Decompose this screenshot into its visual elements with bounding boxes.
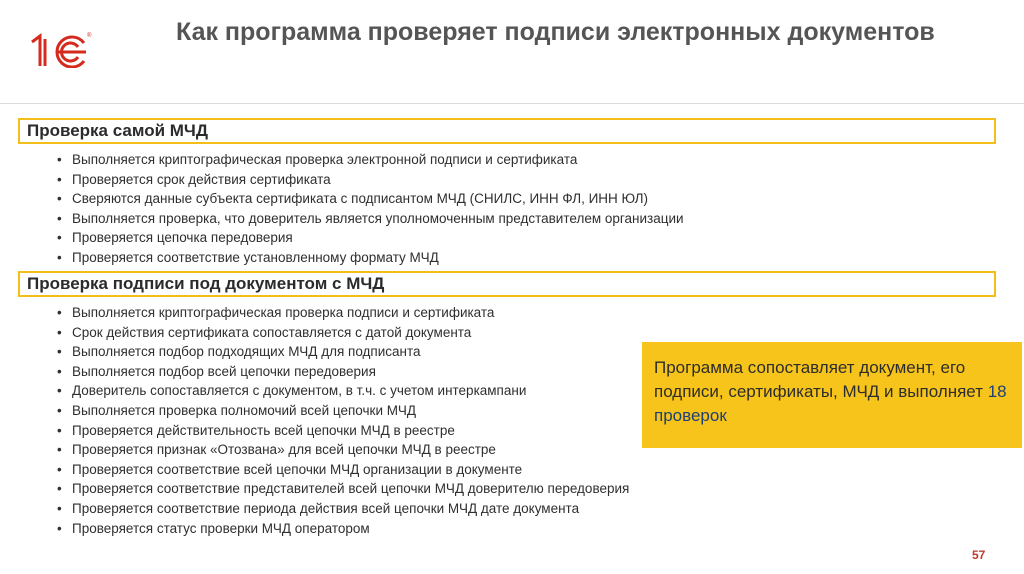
list-item: • Проверяется цепочка передоверия: [60, 228, 684, 248]
list-item: • Проверяется соответствие установленному формату МЧД: [60, 248, 684, 268]
list-item: • Выполняется проверка, что доверитель является уполномоченным представителем организации: [60, 209, 684, 229]
list-item: • Выполняется криптографическая проверка электронной подписи и сертификата: [60, 150, 684, 170]
list-item: • Доверитель сопоставляется с документом, в т.ч. с учетом интеркампани: [60, 381, 629, 401]
callout-text: Программа сопоставляет документ, его подписи, сертификаты, МЧД и выполняет: [654, 358, 983, 401]
section-heading-mcd-check: Проверка самой МЧД: [18, 118, 996, 144]
list-item: • Сверяются данные субъекта сертификата с подписантом МЧД (СНИЛС, ИНН ФЛ, ИНН ЮЛ): [60, 189, 684, 209]
document-signature-check-list: [60, 303, 629, 538]
list-item: • Проверяется соответствие периода действия всей цепочки МЧД дате документа: [60, 499, 629, 519]
list-item: • Выполняется подбор всей цепочки передоверия: [60, 362, 629, 382]
1c-logo: [26, 28, 96, 68]
list-item: • Выполняется подбор подходящих МЧД для подписанта: [60, 342, 629, 362]
list-item: • Проверяется признак «Отозвана» для всей цепочки МЧД в реестре: [60, 440, 629, 460]
list-item: • Проверяется срок действия сертификата: [60, 170, 684, 190]
list-item: • Проверяется соответствие представителей всей цепочки МЧД доверителю передоверия: [60, 479, 629, 499]
list-item: • Выполняется проверка полномочий всей цепочки МЧД: [60, 401, 629, 421]
list-item: • Проверяется действительность всей цепочки МЧД в реестре: [60, 421, 629, 441]
page-title: Как программа проверяет подписи электронных документов: [176, 18, 935, 46]
section-heading-document-signature-check: Проверка подписи под документом с МЧД: [18, 271, 996, 297]
list-item: • Проверяется соответствие всей цепочки МЧД организации в документе: [60, 460, 629, 480]
list-item: • Выполняется криптографическая проверка подписи и сертификата: [60, 303, 629, 323]
list-item: • Срок действия сертификата сопоставляется с датой документа: [60, 323, 629, 343]
callout-highlight: 18 проверок: [654, 382, 1007, 425]
mcd-check-list: [60, 150, 684, 268]
list-item: • Проверяется статус проверки МЧД оператором: [60, 519, 629, 539]
page-number: 57: [972, 548, 986, 562]
header-divider: [0, 103, 1024, 104]
summary-callout: [642, 342, 1022, 448]
svg-text:®: ®: [87, 33, 92, 39]
